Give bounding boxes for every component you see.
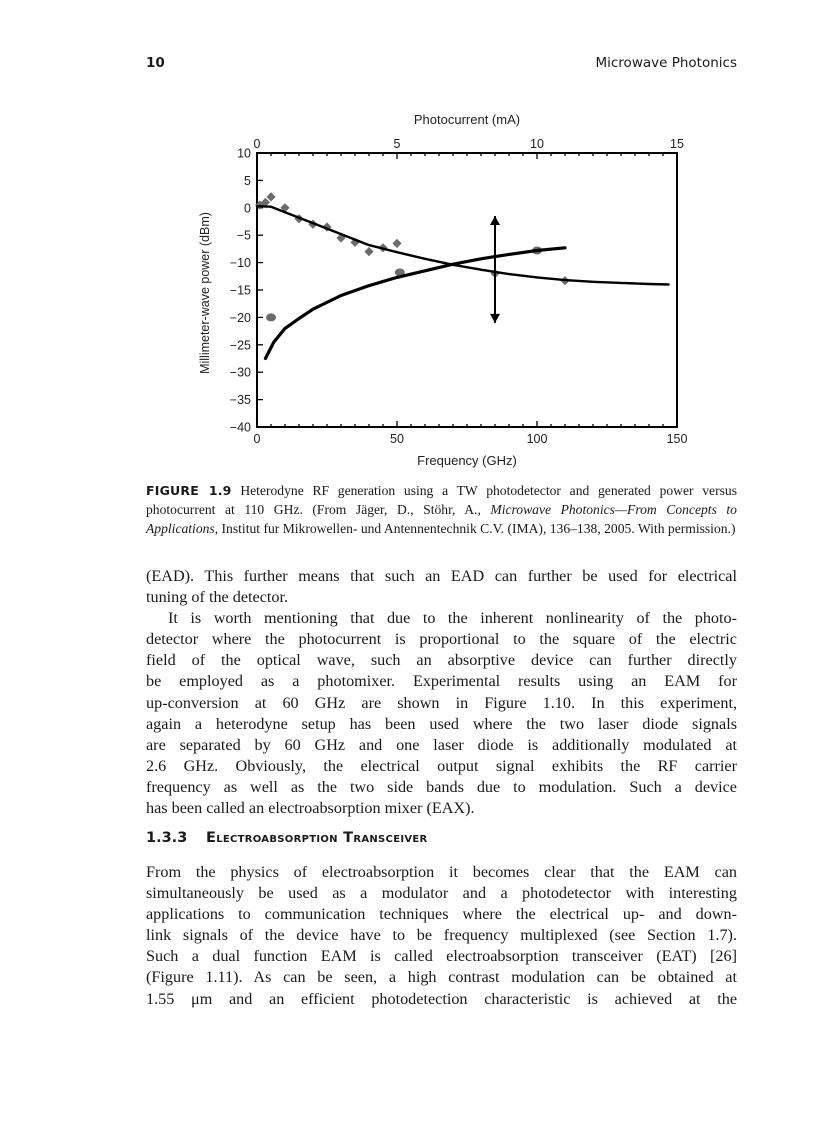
annotation-arrows (490, 216, 500, 323)
paragraph-line: has been called an electroabsorption mixer (EAX). (146, 799, 475, 818)
caption-text: Heterodyne RF generation using a TW photodetector and generated power versus photocurrent at 110 GHz. (From Jäger, D., Stöhr, A., (146, 483, 737, 518)
section-number: 1.3.3 (146, 830, 188, 846)
axis-labels (198, 112, 687, 468)
paragraph-line: (EAD). This further means that such an EAD can further be used for electrical (146, 567, 737, 585)
figure-1-9-chart (140, 105, 740, 475)
y-tick-label: −15 (229, 283, 251, 298)
arrow-up-icon (490, 216, 500, 225)
y-axis-title: Millimeter-wave power (dBm) (198, 212, 212, 374)
paragraph-line: applications to communication techniques where the electrical up- and down- (146, 905, 737, 924)
y-tick-label: 5 (244, 173, 251, 188)
figure-caption (146, 481, 737, 539)
y-tick-label: −5 (236, 228, 251, 243)
paragraph-line: frequency as well as the two side bands due to modulation. Such a device (146, 777, 737, 796)
body-paragraphs (146, 566, 737, 819)
paragraph-line: field of the optical wave, such an absorptive device can further directly (146, 651, 737, 670)
page-number: 10 (146, 55, 165, 71)
caption-text-rest: , Institut fur Mikrowellen- und Antennentechnik C.V. (IMA), 136–138, 2005. With permission.) (214, 521, 736, 537)
paragraph-line: up-conversion at 60 GHz are shown in Figure 1.10. In this experiment, (146, 693, 737, 712)
x-tick-label: 0 (253, 432, 261, 446)
x2-tick-label: 0 (253, 137, 261, 151)
x-tick-label: 150 (666, 432, 688, 446)
running-head (146, 55, 737, 75)
paragraph-line: simultaneously be used as a modulator and a photodetector with interesting (146, 884, 737, 903)
plot-border (257, 153, 677, 427)
arrow-down-icon (490, 314, 500, 323)
x-tick-label: 100 (526, 432, 548, 446)
x2-tick-label: 10 (530, 137, 544, 151)
plot-frame (257, 153, 677, 427)
paragraph-line: 1.55 μm and an efficient photodetection characteristic is achieved at the (146, 989, 737, 1008)
book-title: Microwave Photonics (595, 55, 737, 71)
paragraph-line: be employed as a photomixer. Experimental results using an EAM for (146, 672, 737, 691)
y-tick-label: −30 (229, 365, 251, 380)
paragraph-line: (Figure 1.11). As can be seen, a high contrast modulation can be obtained at (146, 968, 737, 987)
paragraph-line: detector where the photocurrent is proportional to the square of the electric (146, 630, 737, 649)
data-series (255, 192, 668, 358)
y-tick-label: 0 (244, 201, 251, 216)
x2-tick-label: 5 (393, 137, 401, 151)
paragraph-line: It is worth mentioning that due to the inherent nonlinearity of the photo- (168, 609, 737, 628)
diamond-marker (364, 247, 373, 256)
paragraph-line: 2.6 GHz. Obviously, the electrical output signal exhibits the RF carrier (146, 756, 737, 775)
paragraph-line: are separated by 60 GHz and one laser diode is additionally modulated at (146, 735, 737, 754)
figure-label: FIGURE 1.9 (146, 483, 232, 498)
x2-axis-title: Photocurrent (mA) (413, 112, 521, 127)
paragraph-line: From the physics of electroabsorption it becomes clear that the EAM can (146, 863, 737, 881)
paragraph-line: again a heterodyne setup has been used where the two laser diode signals (146, 714, 737, 733)
section-paragraph (146, 862, 737, 1010)
diamond-marker (392, 239, 401, 248)
y-tick-label: 10 (237, 146, 251, 161)
axis-ticks (257, 153, 677, 427)
paragraph-line: link signals of the device have to be frequency multiplexed (see Section 1.7). (146, 926, 737, 945)
y-tick-label: −20 (229, 310, 251, 325)
paragraph-line: tuning of the detector. (146, 588, 289, 607)
section-heading (146, 830, 428, 846)
diamond-marker (266, 192, 275, 201)
circle-marker (266, 313, 276, 321)
x2-tick-label: 15 (670, 137, 684, 151)
chart-svg (140, 105, 740, 475)
fit-curve (265, 248, 565, 359)
fit-curve (257, 206, 669, 284)
y-tick-label: −10 (229, 256, 251, 271)
y-tick-label: −35 (229, 393, 251, 408)
y-tick-label: −25 (229, 338, 251, 353)
y-tick-label: −40 (229, 420, 251, 435)
paragraph-line: Such a dual function EAM is called electroabsorption transceiver (EAT) [26] (146, 947, 737, 966)
caption-source-title: Microwave Photonics—From Concepts to Applications (146, 502, 737, 537)
x-tick-label: 50 (390, 432, 404, 446)
section-title: Electroabsorption Transceiver (206, 830, 428, 846)
x-axis-title: Frequency (GHz) (417, 453, 517, 468)
